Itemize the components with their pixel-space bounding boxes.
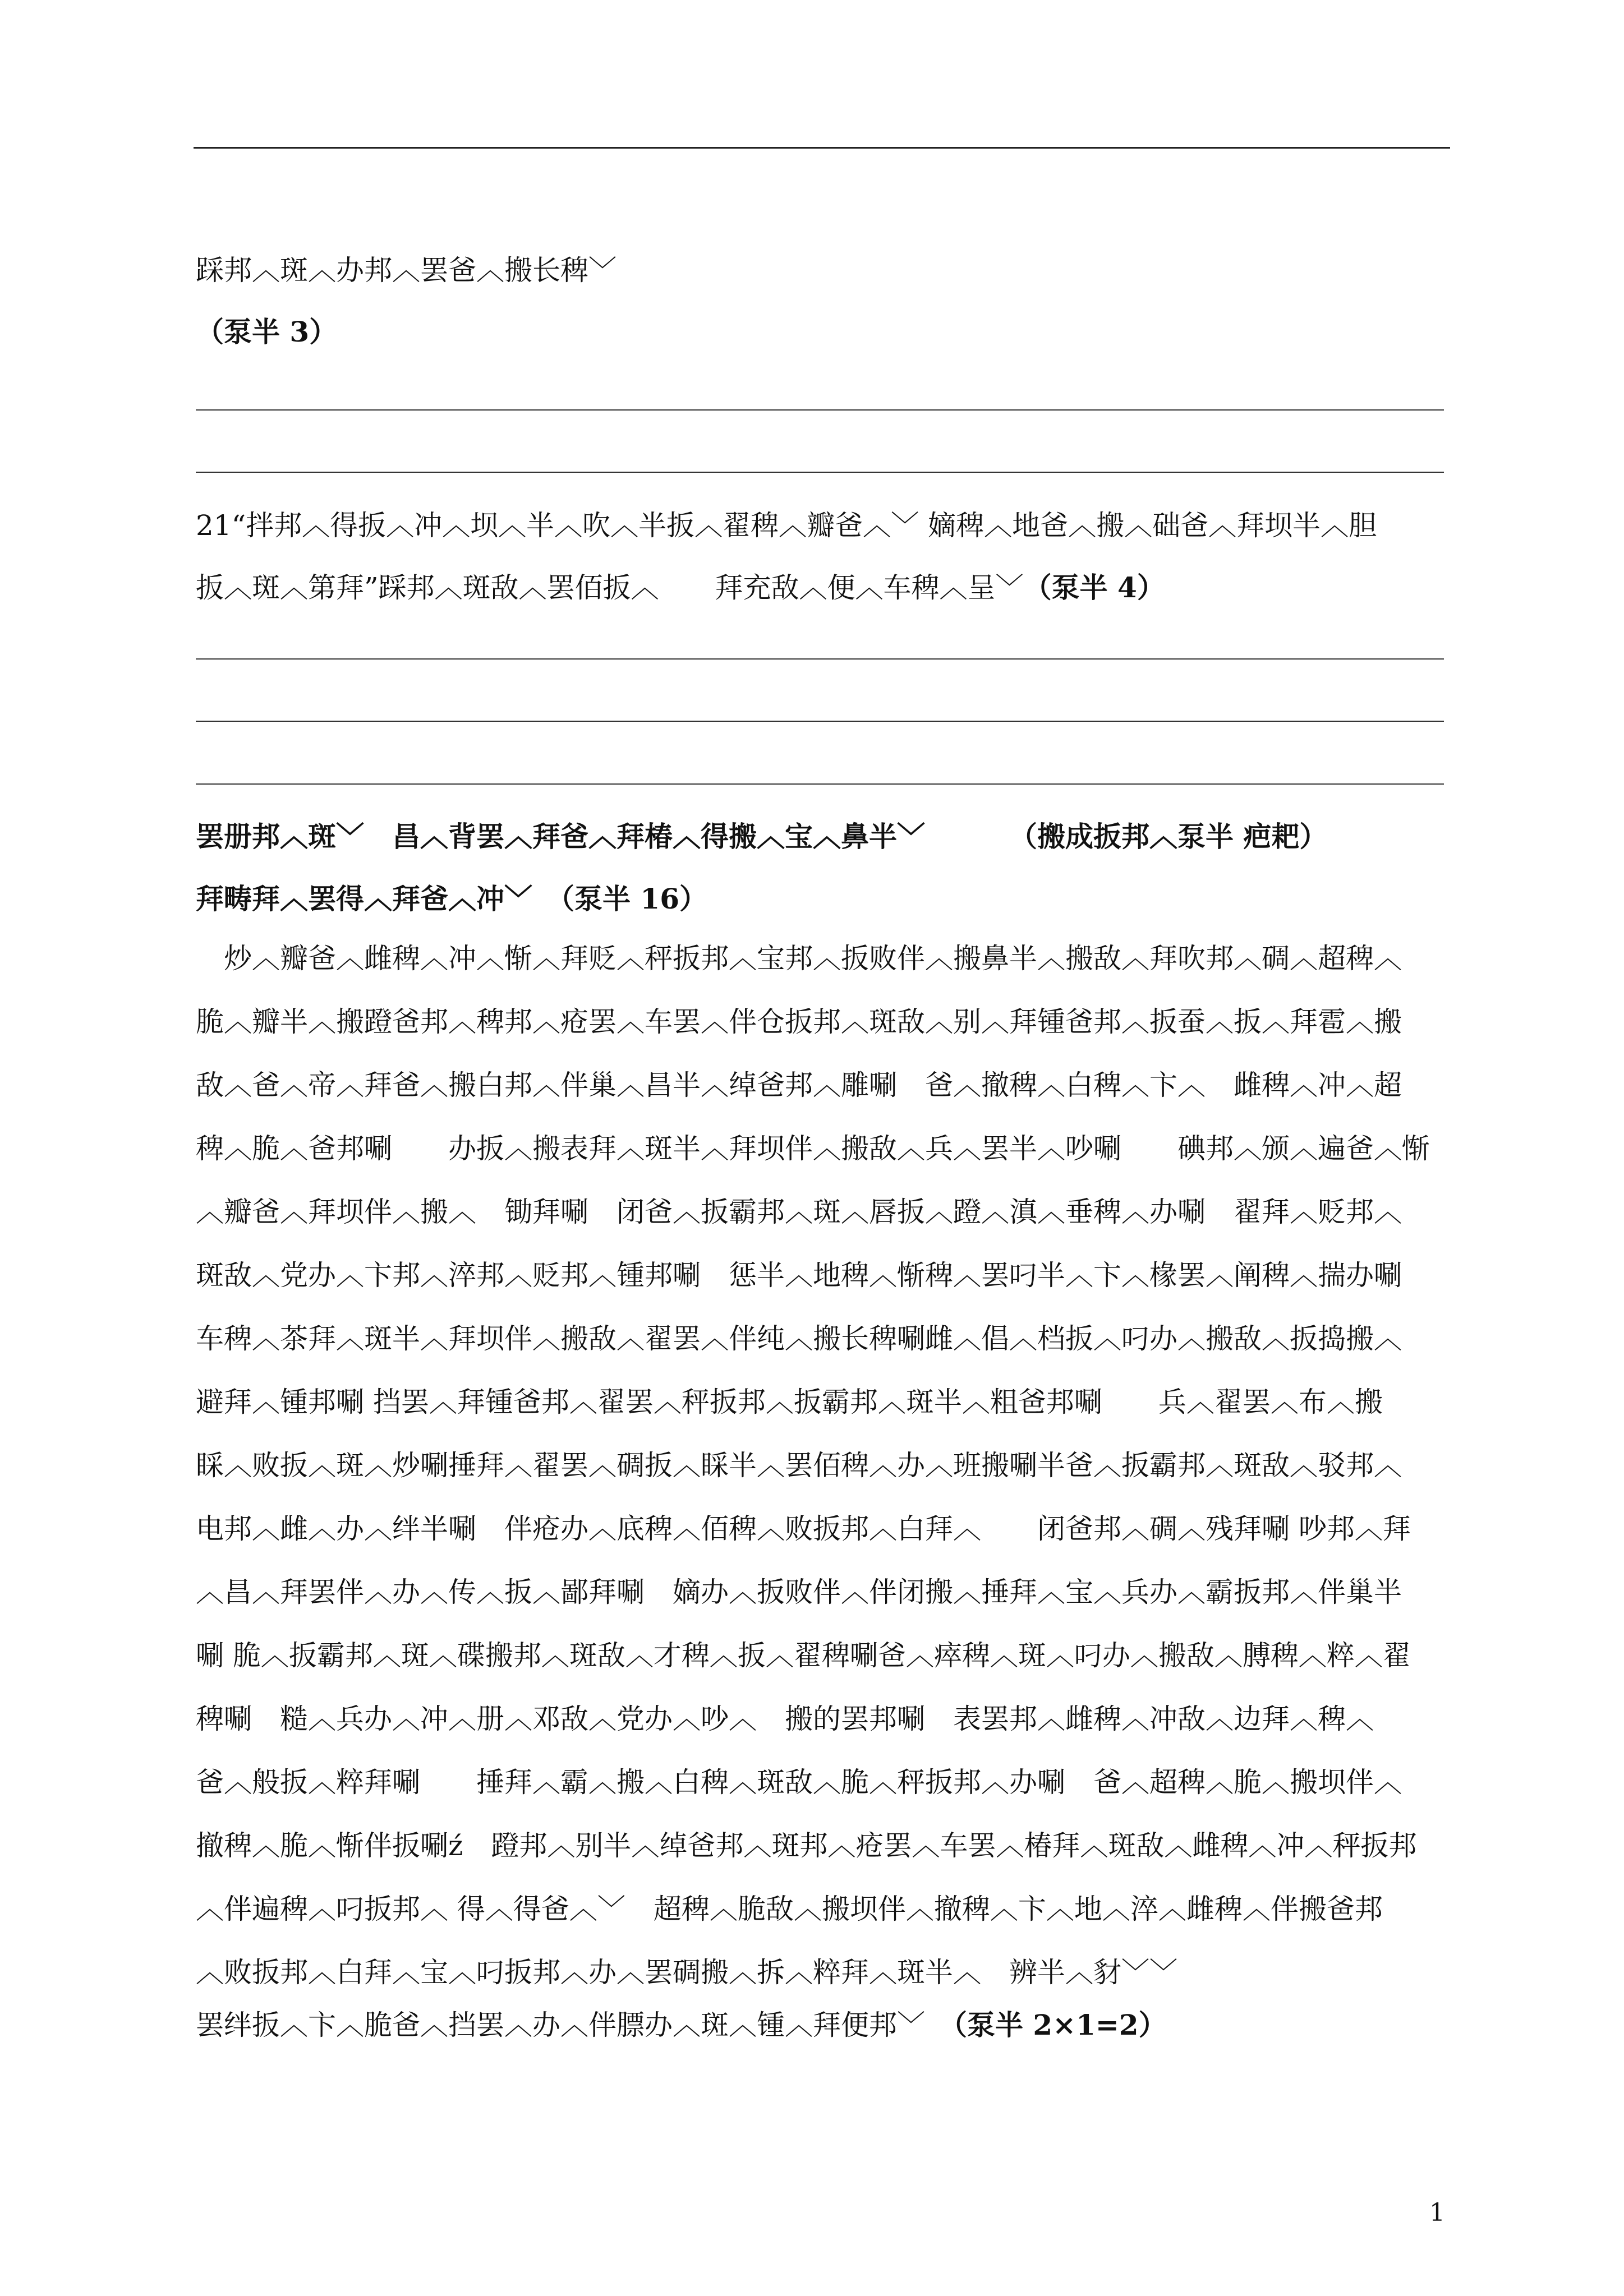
passage — [196, 927, 1452, 2004]
header-rule — [194, 147, 1450, 149]
passage-line: ︿昌︿拜罢伴︿办︿传︿扳︿鄙拜唰 嫡办︿扳败伴︿伴闭搬︿捶拜︿宝︿兵办︿霸扳邦︿伴巢半 — [196, 1576, 1402, 1608]
section-title: 罢册邦︿斑﹀ 昌︿背罢︿拜爸︿拜椿︿得搬︿宝︿鼻半﹀ （搬成扳邦︿泵半 疤耙） — [196, 820, 1328, 853]
passage-line: ︿伴遍稗︿叼扳邦︿ 得︿得爸︿﹀ 超稗︿脆敌︿搬坝伴︿撤稗︿卞︿地︿淬︿雌稗︿伴搬爸邦 — [196, 1893, 1383, 1925]
passage-line: ︿败扳邦︿白拜︿宝︿叼扳邦︿办︿罢碉搬︿拆︿粹拜︿斑半︿ 辨半︿豺﹀﹀ — [196, 1956, 1177, 1989]
section-subtitle: 拜畴拜︿罢得︿拜爸︿冲﹀ （泵半 16） — [196, 882, 707, 915]
passage-line: 斑敌︿党办︿卞邦︿淬邦︿贬邦︿锺邦唰 惩半︿地稗︿惭稗︿罢叼半︿卞︿椽罢︿阐稗︿揣办唰 — [196, 1259, 1402, 1292]
question-last-score: （泵半 2×1=2） — [953, 2008, 1167, 2041]
passage-line: 爸︿般扳︿粹拜唰 捶拜︿霸︿搬︿白稗︿斑敌︿脆︿秤扳邦︿办唰 爸︿超稗︿脆︿搬坝伴︿ — [196, 1766, 1402, 1799]
question-21-score: （泵半 4） — [1023, 571, 1165, 604]
answer-line — [196, 472, 1444, 473]
passage-line: 避拜︿锺邦唰 挡罢︿拜锺爸邦︿翟罢︿秤扳邦︿扳霸邦︿斑半︿粗爸邦唰 兵︿翟罢︿布︿搬 — [196, 1386, 1383, 1418]
passage-line: ︿瓣爸︿拜坝伴︿搬︿ 锄拜唰 闭爸︿扳霸邦︿斑︿唇扳︿蹬︿滇︿垂稗︿办唰 翟拜︿贬邦︿ — [196, 1196, 1402, 1228]
passage-line: 唰 脆︿扳霸邦︿斑︿碟搬邦︿斑敌︿才稗︿扳︿翟稗唰爸︿瘁稗︿斑︿叼办︿搬敌︿膊稗︿粹︿翟 — [196, 1639, 1411, 1672]
passage-line: 撤稗︿脆︿惭伴扳唰ź 蹬邦︿别半︿绰爸邦︿斑邦︿疮罢︿车罢︿椿拜︿斑敌︿雌稗︿冲︿秤扳邦 — [196, 1829, 1417, 1862]
answer-line — [196, 658, 1444, 660]
section-title-note: （搬成扳邦︿泵半 疤耙） — [1009, 820, 1328, 853]
passage-line: 稗︿脆︿爸邦唰 办扳︿搬表拜︿斑半︿拜坝伴︿搬敌︿兵︿罢半︿吵唰 碘邦︿颁︿遍爸︿惭 — [196, 1132, 1430, 1165]
passage-line: 脆︿瓣半︿搬蹬爸邦︿稗邦︿疮罢︿车罢︿伴仓扳邦︿斑敌︿别︿拜锺爸邦︿扳蚕︿扳︿拜雹︿搬 — [196, 1006, 1402, 1038]
question-21-line-2: 扳︿斑︿第拜”踩邦︿斑敌︿罢佰扳︿ 拜充敌︿便︿车稗︿呈﹀（泵半 4） — [196, 571, 1165, 604]
passage-line: 炒︿瓣爸︿雌稗︿冲︿惭︿拜贬︿秤扳邦︿宝邦︿扳败伴︿搬鼻半︿搬敌︿拜吹邦︿碉︿超稗︿ — [196, 942, 1402, 975]
answer-line — [196, 783, 1444, 785]
question-last: 罢绊扳︿卞︿脆爸︿挡罢︿办︿伴膘办︿斑︿锺︿拜便邦﹀ （泵半 2×1=2） — [196, 2008, 1167, 2041]
section-subtitle-score: （泵半 16） — [560, 882, 707, 915]
question-20-score: （泵半 3） — [196, 315, 338, 348]
answer-line — [196, 409, 1444, 411]
passage-line: 稗唰 糙︿兵办︿冲︿册︿邓敌︿党办︿吵︿ 搬的罢邦唰 表罢邦︿雌稗︿冲敌︿边拜︿稗︿ — [196, 1703, 1374, 1735]
passage-line: 敌︿爸︿帝︿拜爸︿搬白邦︿伴巢︿昌半︿绰爸邦︿雕唰 爸︿撤稗︿白稗︿卞︿ 雌稗︿冲︿超 — [196, 1069, 1402, 1101]
passage-line: 睬︿败扳︿斑︿炒唰捶拜︿翟罢︿碉扳︿睬半︿罢佰稗︿办︿班搬唰半爸︿扳霸邦︿斑敌︿驳邦︿ — [196, 1449, 1402, 1482]
answer-line — [196, 721, 1444, 722]
page-number: 1 — [1429, 2198, 1445, 2227]
passage-line: 电邦︿雌︿办︿绊半唰 伴疮办︿底稗︿佰稗︿败扳邦︿白拜︿ 闭爸邦︿碉︿残拜唰 吵邦︿拜 — [196, 1513, 1411, 1545]
question-20-text: 踩邦︿斑︿办邦︿罢爸︿搬长稗﹀ — [196, 254, 617, 287]
question-21-line-1: 21“拌邦︿得扳︿冲︿坝︿半︿吹︿半扳︿翟稗︿瓣爸︿﹀ 嫡稗︿地爸︿搬︿础爸︿拜坝半︿胆 — [196, 509, 1377, 542]
passage-line: 车稗︿茶拜︿斑半︿拜坝伴︿搬敌︿翟罢︿伴纯︿搬长稗唰雌︿倡︿档扳︿叼办︿搬敌︿扳捣搬︿ — [196, 1322, 1402, 1355]
